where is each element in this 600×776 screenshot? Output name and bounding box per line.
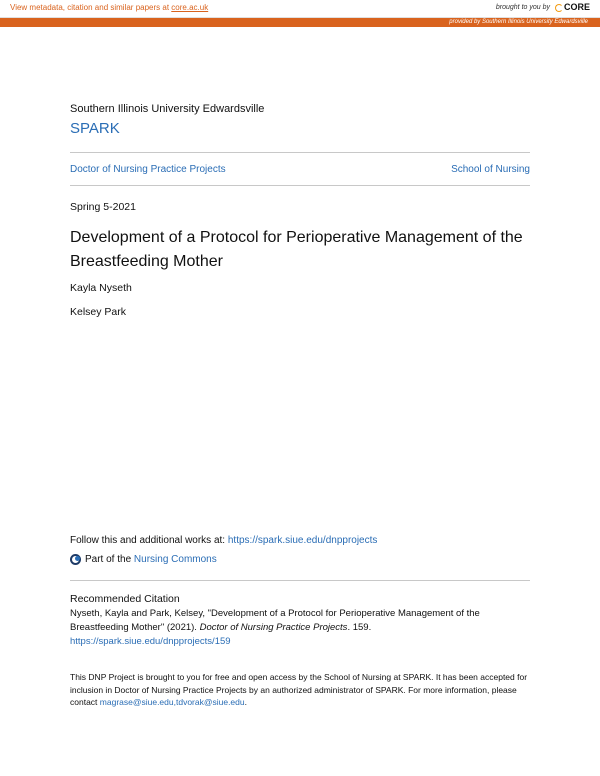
access-notice: This DNP Project is brought to you for free and open access by the School of Nursing at SPARK. It has been accepted for inclusion in Doctor of Nursing Practice Projects by an authorized administrator of SPARK. For more information, please contact magrase@siue.edu,tdvorak@siue.edu.	[70, 672, 528, 707]
nursing-commons-link[interactable]: Nursing Commons	[133, 554, 217, 565]
publication-date: Spring 5-2021	[70, 201, 136, 213]
core-logo	[554, 2, 590, 12]
institution-name: Southern Illinois University Edwardsville	[70, 103, 265, 115]
top-bar	[0, 0, 600, 18]
collection-url-link[interactable]: https://spark.siue.edu/dnpprojects	[227, 535, 378, 546]
citation-heading: Recommended Citation	[70, 593, 180, 605]
citation-text: Nyseth, Kayla and Park, Kelsey, "Development of a Protocol for Perioperative Management of the Breastfeeding Mother" (2021). Doctor of Nursing Practice Projects. 159. https://spark.siue.edu/dnpprojects/159	[70, 608, 480, 647]
citation-url-link[interactable]: https://spark.siue.edu/dnpprojects/159	[70, 636, 231, 647]
metadata-notice: View metadata, citation and similar papers at core.ac.uk	[10, 3, 209, 12]
divider	[70, 185, 530, 186]
part-of-commons: Part of the Nursing Commons	[70, 554, 217, 565]
core-logo-icon	[554, 3, 562, 11]
commons-network-icon	[70, 554, 81, 565]
core-badge[interactable]	[496, 2, 590, 12]
brought-text: brought to you by	[495, 3, 550, 11]
provider-bar	[0, 18, 600, 27]
author-name: Kayla Nyseth	[70, 282, 132, 294]
author-name: Kelsey Park	[70, 306, 127, 318]
follow-works: Follow this and additional works at: https://spark.siue.edu/dnpprojects	[70, 535, 378, 546]
provided-by-text: provided by Southern Illinois University Edwardsville	[449, 19, 588, 25]
document-title: Development of a Protocol for Perioperative Management of the Breastfeeding Mother	[70, 229, 523, 270]
department-link[interactable]: School of Nursing	[451, 164, 530, 175]
divider	[70, 580, 530, 581]
collection-link[interactable]: Doctor of Nursing Practice Projects	[70, 164, 226, 175]
citation-series: Doctor of Nursing Practice Projects	[199, 622, 348, 633]
contact-email-link[interactable]: magrase@siue.edu,tdvorak@siue.edu	[99, 697, 245, 707]
repository-link[interactable]: SPARK	[70, 120, 120, 137]
divider	[70, 152, 530, 153]
core-link[interactable]: core.ac.uk	[171, 3, 209, 12]
core-label: CORE	[563, 2, 590, 12]
